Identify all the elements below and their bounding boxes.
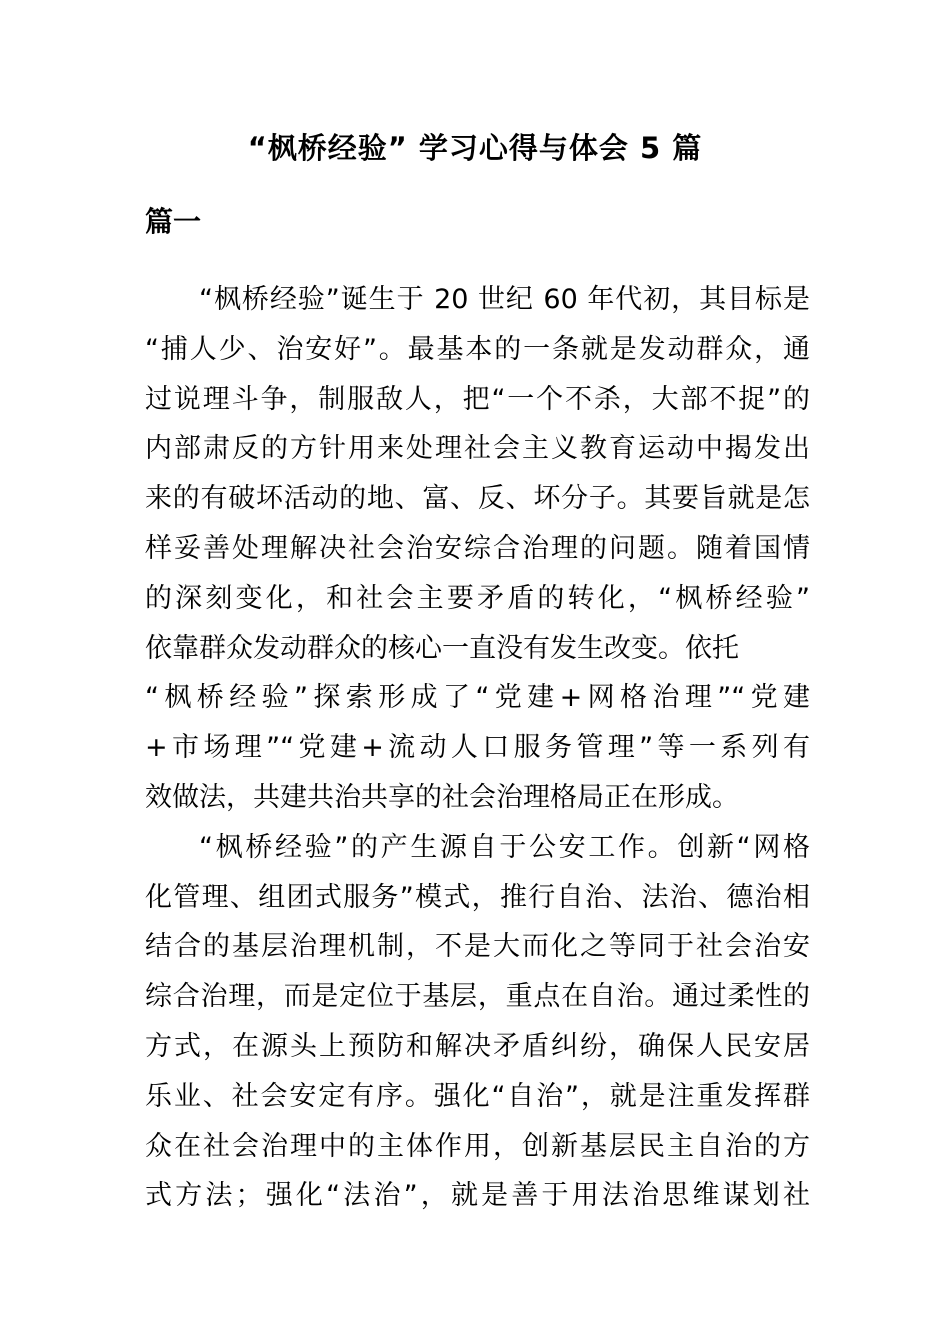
document-title: “枫桥经验” 学习心得与体会 5 篇 (247, 131, 703, 165)
section-heading: 篇一 (145, 205, 202, 238)
text-line: 乐业、社会安定有序。强化“自治”，就是注重发挥群 (145, 1080, 810, 1112)
document-body (145, 275, 810, 1221)
text-line: 内部肃反的方针用来处理社会主义教育运动中揭发出 (145, 433, 810, 465)
paragraph-2 (145, 823, 810, 1221)
text-line: 过说理斗争，制服敌人，把“一个不杀，大部不捉”的 (145, 383, 810, 415)
text-line: “枫桥经验”探索形成了“党建+网格治理”“党建 (145, 682, 810, 714)
paragraph-1 (145, 275, 810, 823)
text-line: “捕人少、治安好”。最基本的一条就是发动群众，通 (145, 333, 810, 365)
text-line: 方式，在源头上预防和解决矛盾纠纷，确保人民安居 (145, 1030, 810, 1062)
text-line: 来的有破坏活动的地、富、反、坏分子。其要旨就是怎 (145, 483, 810, 515)
text-line: 众在社会治理中的主体作用，创新基层民主自治的方 (145, 1130, 810, 1162)
text-line: “枫桥经验”诞生于 20 世纪 60 年代初，其目标是 (199, 284, 810, 315)
text-line: 综合治理，而是定位于基层，重点在自治。通过柔性的 (145, 981, 810, 1013)
text-line: 的深刻变化，和社会主要矛盾的转化，“枫桥经验” (145, 582, 810, 614)
text-line: 效做法，共建共治共享的社会治理格局正在形成。 (145, 781, 739, 813)
text-line: 结合的基层治理机制，不是大而化之等同于社会治安 (145, 931, 810, 963)
text-line: “枫桥经验”的产生源自于公安工作。创新“网格 (199, 831, 810, 863)
text-line: 依靠群众发动群众的核心一直没有发生改变。依托 (145, 632, 739, 664)
text-line: 式方法；强化“法治”，就是善于用法治思维谋划社 (145, 1180, 810, 1212)
text-line: 化管理、组团式服务”模式，推行自治、法治、德治相 (145, 881, 810, 913)
text-line: 样妥善处理解决社会治安综合治理的问题。随着国情 (145, 532, 810, 564)
text-line: +市场理”“党建+流动人口服务管理”等一系列有 (145, 732, 810, 764)
